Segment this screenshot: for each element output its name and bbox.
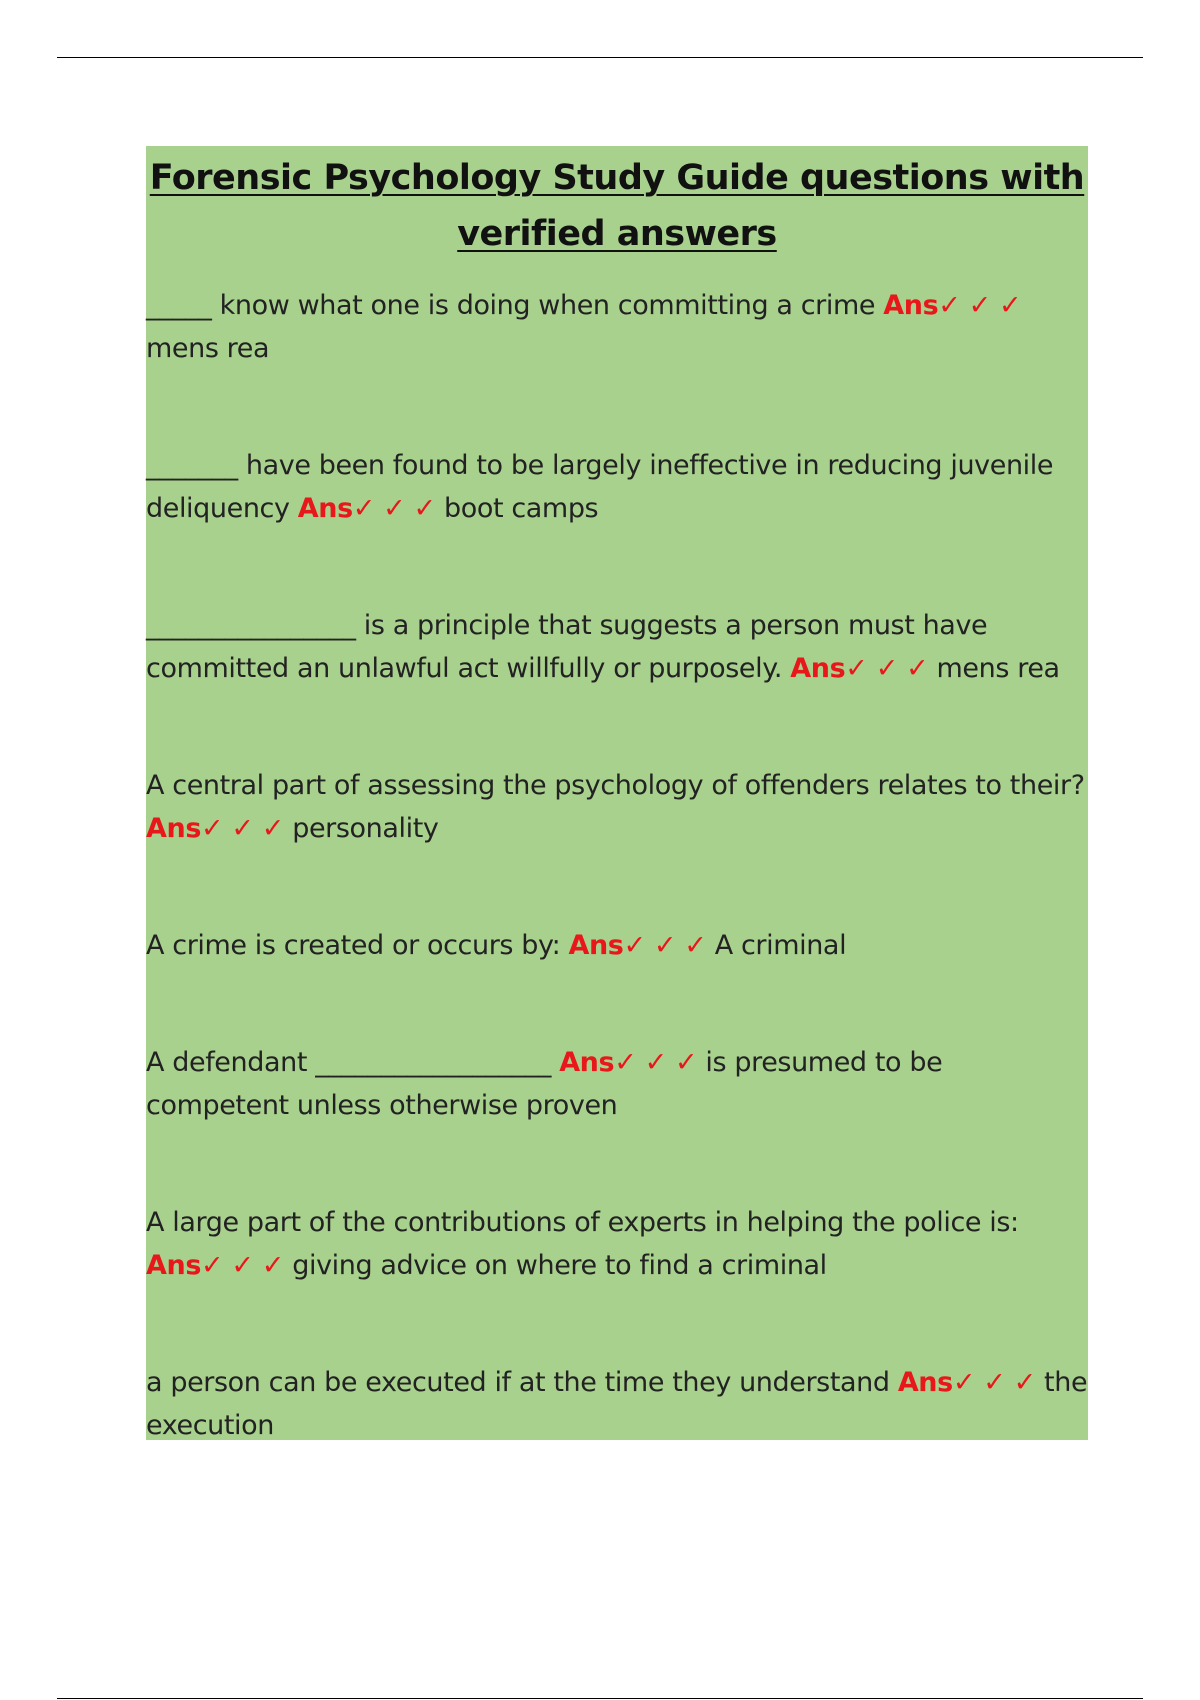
checkmark-icon: ✓ ✓ ✓ [952,1367,1036,1398]
answer-marker: Ans [790,653,846,684]
qa-item-3 [146,604,1088,690]
answer-marker: Ans [897,1367,953,1398]
top-rule [57,57,1143,58]
qa-item-7 [146,1201,1088,1287]
answer-marker: Ans [559,1047,615,1078]
qa-item-8 [146,1361,1088,1447]
answer-marker: Ans [146,813,201,844]
checkmark-icon: ✓ ✓ ✓ [845,653,929,684]
question-text: A large part of the contributions of experts in helping the police is: [146,1207,1019,1238]
study-guide-panel [146,146,1088,1440]
document-title: Forensic Psychology Study Guide questions with verified answers [149,158,1085,254]
answer-marker: Ans [883,290,939,321]
answer-marker: Ans [568,930,624,961]
answer-marker: Ans [297,493,353,524]
answer-text: giving advice on where to find a criminal [292,1250,827,1281]
answer-text: mens rea [936,653,1060,684]
question-text: _____ know what one is doing when committing a crime [146,290,876,321]
answer-text: is presumed to be competent unless otherwise proven [146,1047,943,1121]
question-text: A central part of assessing the psychology of offenders relates to their? [146,770,1085,801]
qa-item-5 [146,924,1088,967]
qa-item-6 [146,1041,1088,1127]
answer-text: personality [292,813,439,844]
question-text: A defendant __________________ [146,1047,551,1078]
checkmark-icon: ✓ ✓ ✓ [201,1250,285,1281]
checkmark-icon: ✓ ✓ ✓ [352,493,436,524]
checkmark-icon: ✓ ✓ ✓ [938,290,1022,321]
answer-marker: Ans [146,1250,201,1281]
bottom-rule [57,1698,1143,1699]
qa-item-4 [146,764,1088,850]
checkmark-icon: ✓ ✓ ✓ [623,930,707,961]
answer-text: A criminal [714,930,847,961]
question-text: ________________ is a principle that suggests a person must have committed an unlawful act willfully or purposely. [146,610,988,684]
answer-text: mens rea [146,333,270,364]
qa-item-1 [146,284,1088,370]
checkmark-icon: ✓ ✓ ✓ [614,1047,698,1078]
qa-item-2 [146,444,1088,530]
checkmark-icon: ✓ ✓ ✓ [201,813,285,844]
answer-text: boot camps [443,493,599,524]
answer-text: the execution [146,1367,1088,1441]
question-text: a person can be executed if at the time they understand [146,1367,890,1398]
question-text: A crime is created or occurs by: [146,930,561,961]
question-text: _______ have been found to be largely ineffective in reducing juvenile deliquency [146,450,1054,524]
